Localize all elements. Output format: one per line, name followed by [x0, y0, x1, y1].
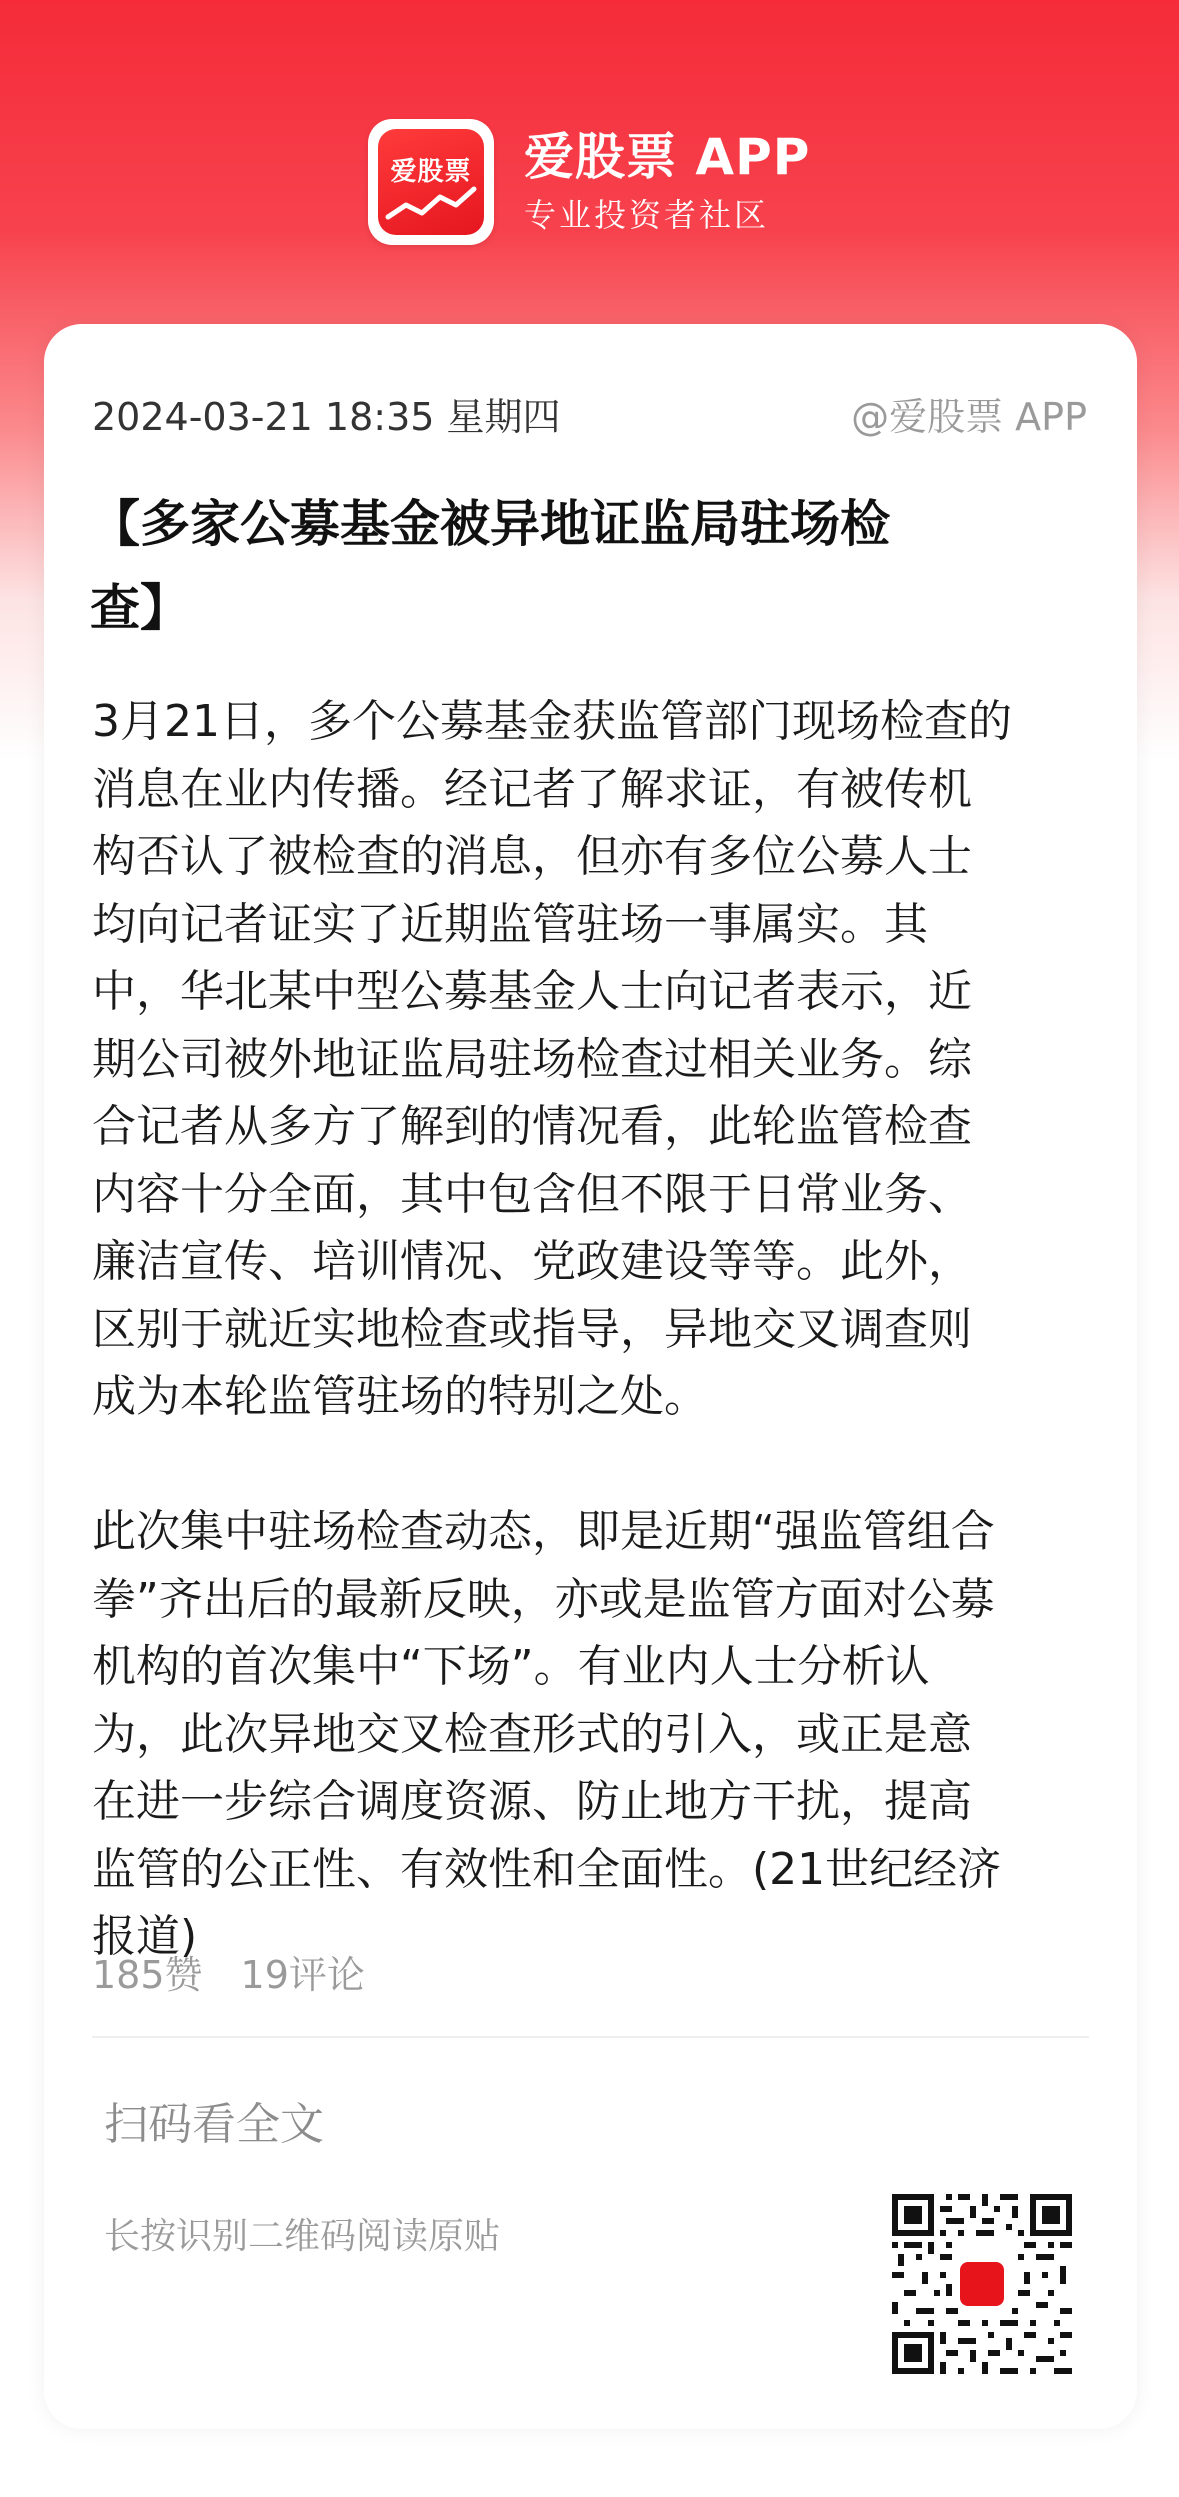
body-line: 消息在业内传播。经记者了解求证，有被传机: [92, 763, 972, 815]
body-line: 报道): [92, 1911, 198, 1962]
body-line: 此次集中驻场检查动态，即是近期“强监管组合: [92, 1506, 995, 1557]
like-count[interactable]: 185赞: [92, 1953, 203, 1997]
post-stats: [92, 1944, 365, 1999]
post-paragraph: [92, 688, 1102, 1431]
qr-code-icon[interactable]: [892, 2194, 1072, 2374]
app-tagline: 专业投资者社区: [524, 196, 770, 234]
post-title: [90, 482, 1100, 650]
post-title-line: 查】: [90, 579, 190, 637]
post-datetime: 2024-03-21 18:35 星期四: [92, 394, 561, 439]
comment-count[interactable]: 19评论: [240, 1953, 365, 1997]
body-line: 区别于就近实地检查或指导，异地交叉调查则: [92, 1303, 972, 1355]
post-title-line: 【多家公募基金被异地证监局驻场检: [90, 495, 890, 553]
scan-subtitle: 长按识别二维码阅读原贴: [104, 2216, 501, 2257]
app-logo-icon: [368, 119, 494, 245]
body-line: 廉洁宣传、培训情况、党政建设等等。此外，: [92, 1236, 972, 1287]
post-paragraph: [92, 1498, 1102, 1971]
body-line: 3月21日，多个公募基金获监管部门现场检查的: [92, 696, 1012, 747]
logo-text: 爱股票: [390, 157, 472, 187]
body-line: 中，华北某中型公募基金人士向记者表示，近: [92, 966, 972, 1017]
post-body: [92, 688, 1102, 1971]
body-line: 拳”齐出后的最新反映，亦或是监管方面对公募: [92, 1573, 995, 1625]
body-line: 构否认了被检查的消息，但亦有多位公募人士: [92, 831, 972, 882]
body-line: 内容十分全面，其中包含但不限于日常业务、: [92, 1168, 972, 1220]
chart-line-icon: [384, 183, 478, 223]
body-line: 期公司被外地证监局驻场检查过相关业务。综: [92, 1033, 972, 1085]
scan-title: 扫码看全文: [104, 2099, 324, 2150]
qr-center-logo-icon: [956, 2258, 1008, 2310]
body-line: 机构的首次集中“下场”。有业内人士分析认: [92, 1641, 930, 1692]
body-line: 在进一步综合调度资源、防止地方干扰，提高: [92, 1776, 972, 1827]
post-meta: [92, 386, 1087, 440]
post-card: [44, 324, 1137, 2429]
body-line: 均向记者证实了近期监管驻场一事属实。其: [92, 898, 928, 950]
divider: [92, 2036, 1089, 2038]
body-line: 成为本轮监管驻场的特别之处。: [92, 1371, 708, 1422]
body-line: 监管的公正性、有效性和全面性。(21世纪经济: [92, 1843, 1002, 1895]
body-line: 合记者从多方了解到的情况看，此轮监管检查: [92, 1101, 972, 1152]
body-line: 为，此次异地交叉检查形式的引入，或正是意: [92, 1708, 972, 1760]
app-brand-header: [368, 118, 810, 246]
post-source: @爱股票 APP: [851, 394, 1087, 439]
app-name: 爱股票 APP: [524, 128, 811, 186]
